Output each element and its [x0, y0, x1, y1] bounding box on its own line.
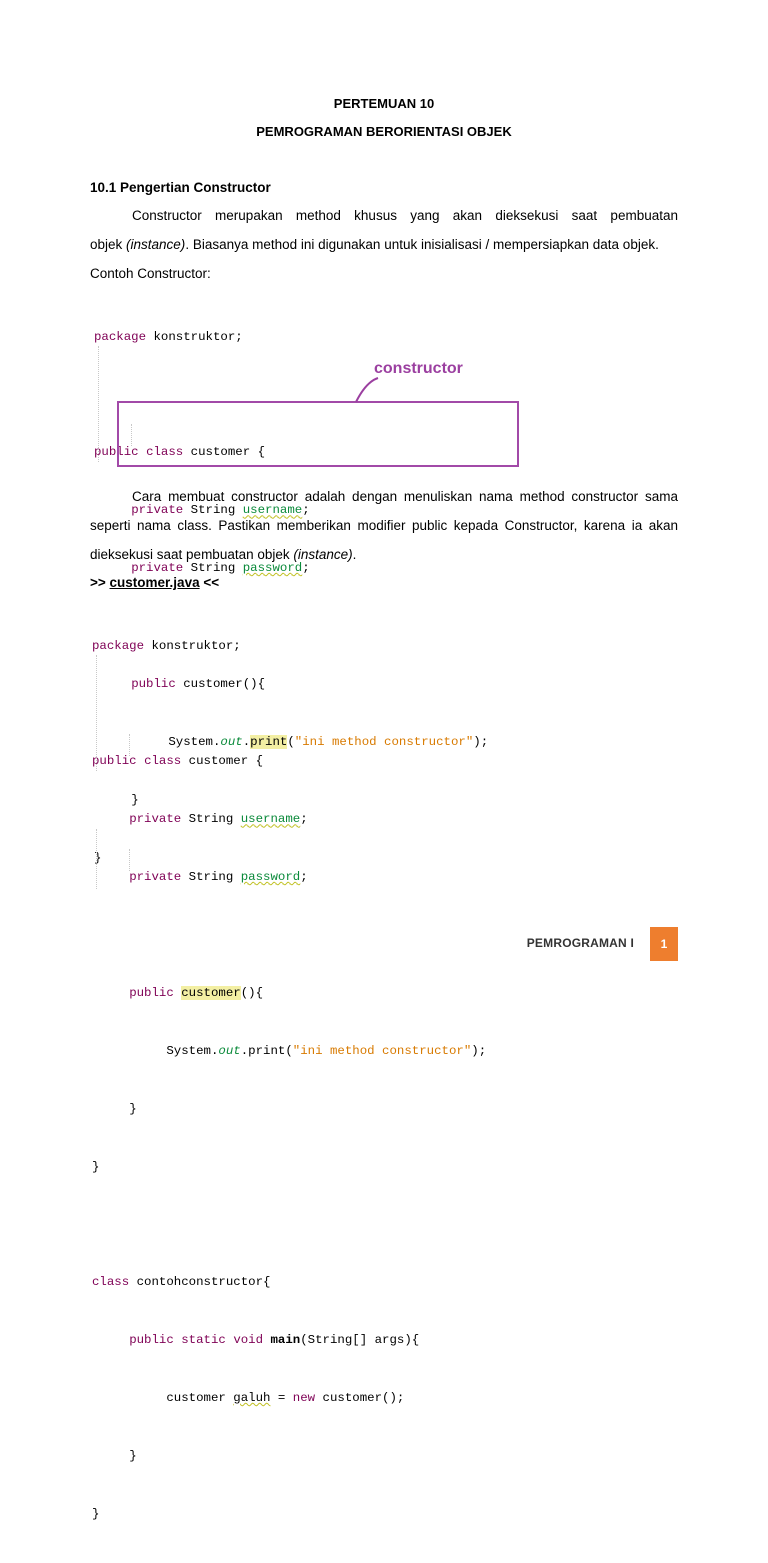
indent-guide — [129, 849, 130, 871]
code-line: public static void main(String[] args){ — [129, 1333, 420, 1348]
code-line: } — [92, 1159, 100, 1174]
indent-guide — [129, 734, 130, 756]
code-line: public customer(){ — [131, 676, 266, 691]
page-number-badge: 1 — [650, 927, 678, 961]
code-line: System.out.print("ini method constructor"); — [168, 734, 489, 749]
file-name: customer.java — [109, 575, 200, 590]
code-line: private String password; — [129, 870, 308, 885]
code-line: package konstruktor; — [94, 329, 243, 344]
para1-line1: Constructor merupakan method khusus yang akan dieksekusi saat pembuatan — [132, 208, 678, 223]
code-line: customer galuh = new customer(); — [166, 1391, 405, 1406]
annotation-pointer-line — [352, 376, 382, 404]
para2-line2: seperti nama class. Pastikan memberikan modifier public kepada Constructor, karena ia akan — [90, 518, 678, 533]
code-line: private String username; — [129, 812, 308, 827]
code-line: public class customer { — [92, 754, 264, 769]
code-line: private String password; — [131, 561, 310, 576]
code-line: } — [94, 850, 102, 865]
code-line: class contohconstructor{ — [92, 1275, 271, 1290]
code-line: } — [129, 1449, 137, 1464]
para1-line2: objek (instance). Biasanya method ini digunakan untuk inisialisasi / mempersiapkan data objek. — [90, 237, 659, 252]
code-line: public customer(){ — [129, 985, 264, 1000]
section-heading: 10.1 Pengertian Constructor — [90, 180, 271, 195]
code-line: System.out.print("ini method constructor"); — [166, 1043, 487, 1058]
indent-guide — [98, 346, 99, 462]
course-title: PEMROGRAMAN BERORIENTASI OBJEK — [256, 124, 512, 139]
code-line: package konstruktor; — [92, 638, 241, 653]
code-example-2 — [92, 598, 489, 1563]
paragraph-constructor-definition — [90, 201, 678, 288]
footer-course-label: PEMROGRAMAN I — [526, 936, 634, 950]
code-line: private String username; — [131, 503, 310, 518]
code-line: } — [92, 1506, 100, 1521]
para2-line3: dieksekusi saat pembuatan objek (instance). — [90, 547, 357, 562]
meeting-title: PERTEMUAN 10 — [333, 96, 435, 111]
code-line: public class customer { — [94, 445, 266, 460]
constructor-annotation-label: constructor — [374, 360, 463, 377]
code-line: } — [131, 792, 139, 807]
indent-guide — [96, 655, 97, 771]
paragraph-how-to-create — [90, 482, 678, 569]
indent-guide — [96, 829, 97, 889]
para2-line1: Cara membuat constructor adalah dengan menuliskan nama method constructor sama — [132, 489, 678, 504]
constructor-highlight-box — [117, 401, 519, 467]
para1-line3: Contoh Constructor: — [90, 266, 211, 281]
file-heading: >> customer.java << — [90, 575, 220, 590]
code-line: } — [129, 1101, 137, 1116]
